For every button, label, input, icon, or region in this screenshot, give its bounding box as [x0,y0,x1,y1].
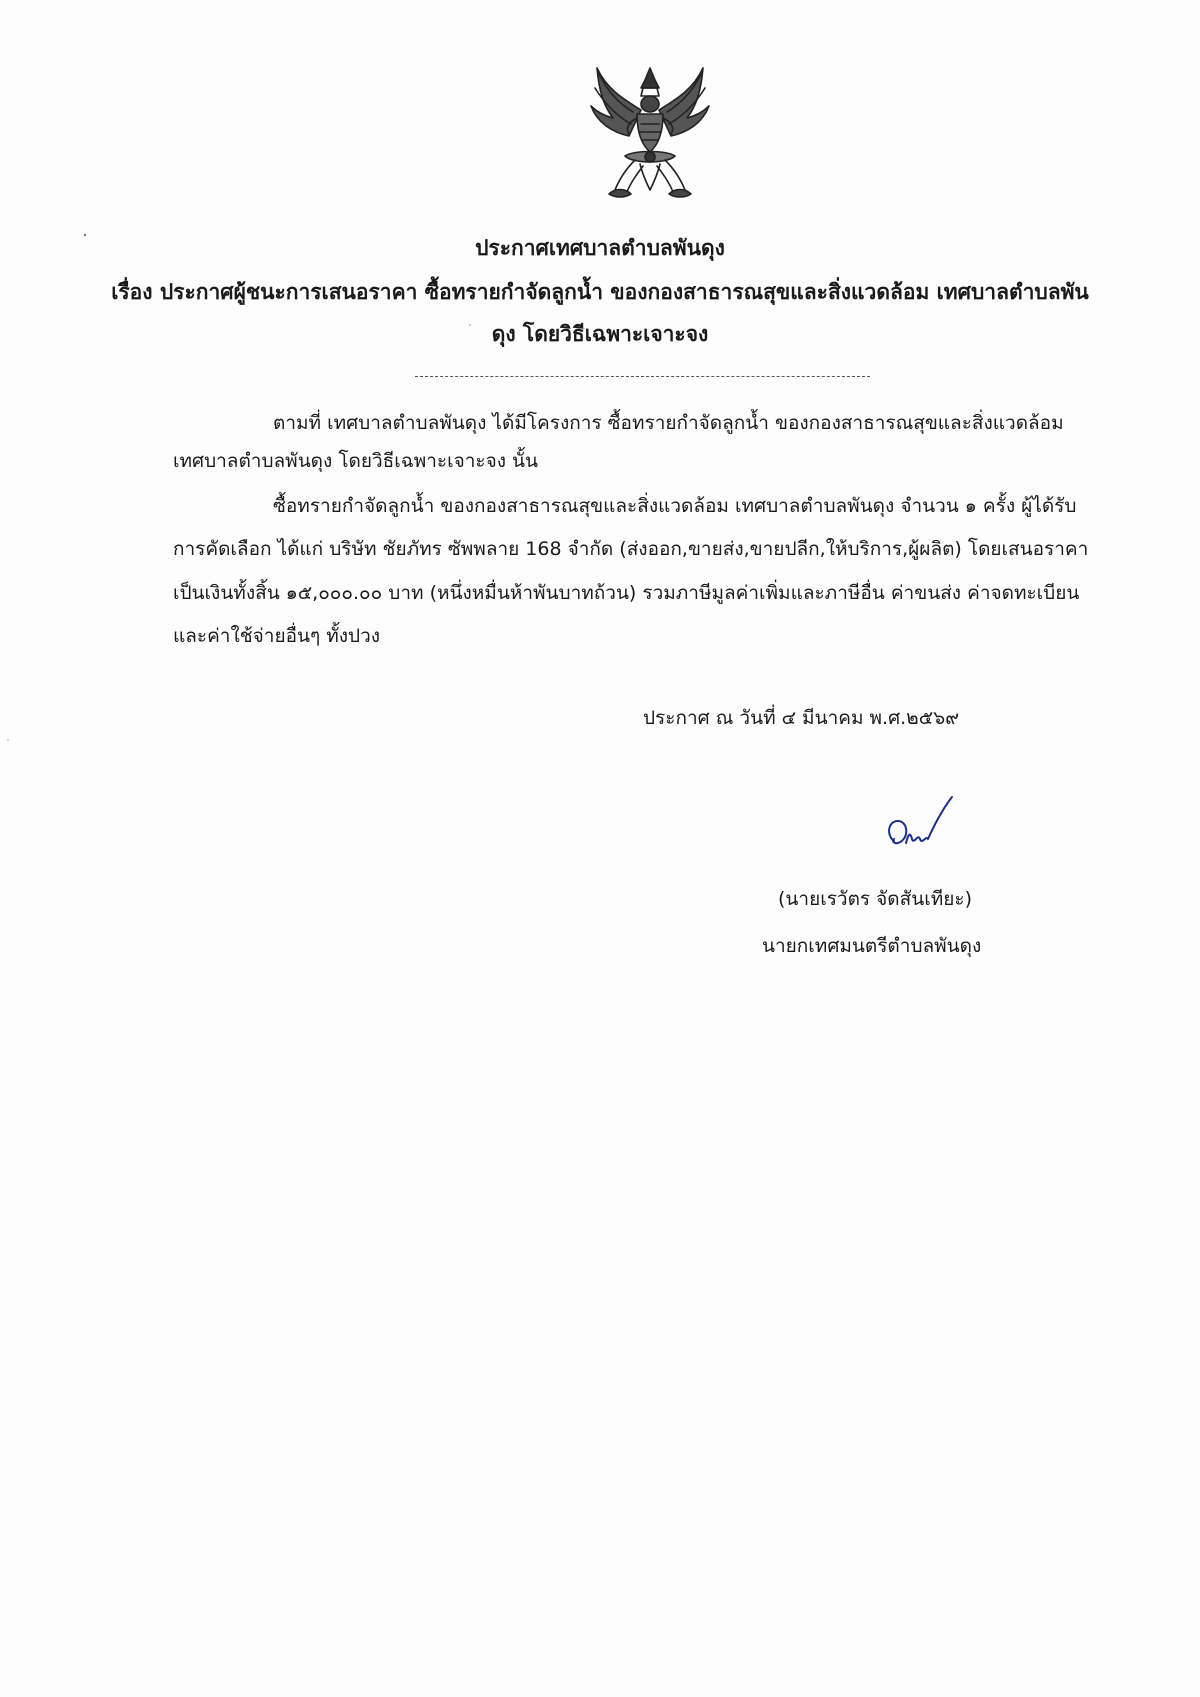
signer-position: นายกเทศมนตรีตำบลพันดุง [762,935,982,957]
garuda-emblem-icon [585,60,715,210]
announcement-title: ประกาศเทศบาลตำบลพันดุง [475,236,725,260]
subject-line-2: ดุง โดยวิธีเฉพาะเจาะจง [491,322,709,346]
handwritten-signature-icon [882,795,962,867]
announcement-date: ประกาศ ณ วันที่ ๔ มีนาคม พ.ศ.๒๕๖๙ [643,707,960,729]
body-line-5: เป็นเงินทั้งสิ้น ๑๕,๐๐๐.๐๐ บาท (หนึ่งหมื่นห้าพันบาทถ้วน) รวมภาษีมูลค่าเพิ่มและภาษีอื่น ค่าขนส่ง ค่าจดทะเบียน [173,582,1080,604]
body-line-6: และค่าใช้จ่ายอื่นๆ ทั้งปวง [173,625,381,647]
body-line-1: ตามที่ เทศบาลตำบลพันดุง ได้มีโครงการ ซื้อทรายกำจัดลูกน้ำ ของกองสาธารณสุขและสิ่งแวดล้อม [273,412,1064,434]
body-line-3: ซื้อทรายกำจัดลูกน้ำ ของกองสาธารณสุขและสิ่งแวดล้อม เทศบาลตำบลพันดุง จำนวน ๑ ครั้ง ผู้ได้รับ [273,495,1077,517]
signer-name: (นายเรวัตร จัดสันเทียะ) [778,888,972,910]
body-line-4: การคัดเลือก ได้แก่ บริษัท ชัยภัทร ซัพพลาย 168 จำกัด (ส่งออก,ขายส่ง,ขายปลีก,ให้บริการ,ผู้ผลิต) โดยเสนอราคา [173,538,1089,560]
subject-line-1: เรื่อง ประกาศผู้ชนะการเสนอราคา ซื้อทรายกำจัดลูกน้ำ ของกองสาธารณสุขและสิ่งแวดล้อม เทศบาลตำบลพัน [111,280,1089,304]
separator-line [415,376,870,377]
body-line-2: เทศบาลตำบลพันดุง โดยวิธีเฉพาะเจาะจง นั้น [173,450,539,472]
